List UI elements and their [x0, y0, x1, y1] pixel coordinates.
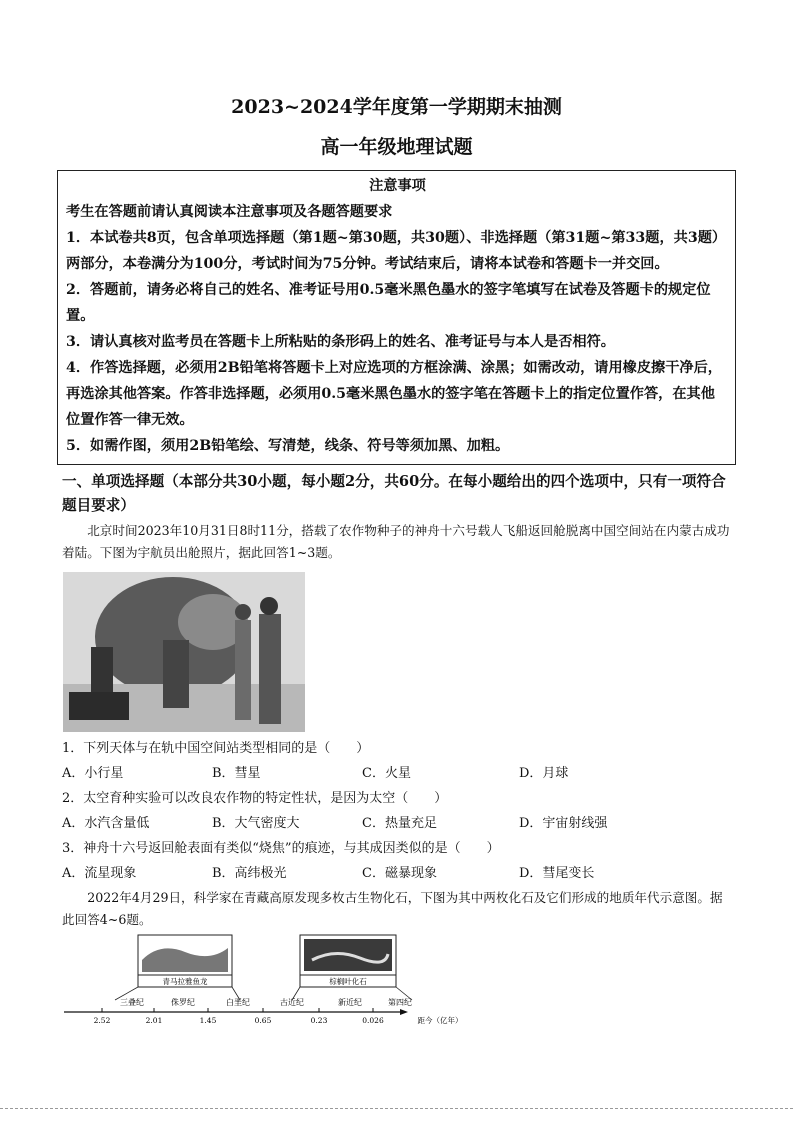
passage-2: 2022年4月29日，科学家在青藏高原发现多枚古生物化石，下图为其中两枚化石及它们形成的地质年代示意图。据此回答4~6题。: [62, 890, 723, 927]
notice-item-3: 3．请认真核对监考员在答题卡上所粘贴的条形码上的姓名、准考证号与本人是否相符。: [66, 334, 615, 350]
period-label: 新近纪: [338, 998, 362, 1007]
period-label: 古近纪: [280, 998, 304, 1007]
exam-title: 2023~2024学年度第一学期期末抽测: [231, 96, 562, 118]
page-bottom-divider: [0, 1108, 793, 1109]
geologic-timeline: [60, 930, 480, 1030]
notice-item-2: 2．答题前，请务必将自己的姓名、准考证号用0.5毫米黑色墨水的签字笔填写在试卷及答题卡的规定位置。: [66, 282, 711, 324]
tick-label: 2.01: [145, 1016, 163, 1025]
q3-option-d: D．彗尾变长: [519, 866, 595, 881]
tick-label: 1.45: [199, 1016, 217, 1025]
astronaut-photo: [63, 572, 305, 732]
section-heading: 一、单项选择题（本部分共30小题，每小题2分，共60分。在每小题给出的四个选项中，只有一项符合题目要求）: [62, 473, 726, 514]
notice-heading: 注意事项: [369, 178, 426, 194]
fossil-left-label: 青马拉雅鱼龙: [162, 977, 208, 986]
question-1-options: [62, 764, 742, 784]
q1-option-d: D．月球: [519, 766, 569, 781]
q1-option-b: B．彗星: [212, 766, 261, 781]
question-3-options: [62, 864, 742, 884]
question-2: 2．太空育种实验可以改良农作物的特定性状，是因为太空（ ）: [62, 791, 448, 806]
period-label: 白垩纪: [226, 998, 250, 1007]
q2-option-c: C．热量充足: [362, 816, 437, 831]
q2-option-d: D．宇宙射线强: [519, 816, 608, 831]
q3-option-b: B．高纬极光: [212, 866, 287, 881]
axis-label: 距今（亿年）: [417, 1016, 463, 1025]
tick-label: 0.23: [310, 1016, 328, 1025]
fossil-right-label: 棕榈叶化石: [329, 977, 367, 986]
notice-box: [57, 170, 736, 465]
question-2-options: [62, 814, 742, 834]
notice-intro: 考生在答题前请认真阅读本注意事项及各题答题要求: [66, 204, 393, 220]
question-3: 3．神舟十六号返回舱表面有类似“烧焦”的痕迹，与其成因类似的是（ ）: [62, 841, 500, 856]
period-label: 第四纪: [388, 998, 412, 1007]
q3-option-a: A．流星现象: [62, 866, 137, 881]
q2-option-b: B．大气密度大: [212, 816, 300, 831]
q2-option-a: A．水汽含量低: [62, 816, 150, 831]
tick-label: 0.65: [254, 1016, 272, 1025]
notice-item-1: 1．本试卷共8页，包含单项选择题（第1题~第30题，共30题）、非选择题（第31题~第33题，共3题）两部分，本卷满分为100分，考试时间为75分钟。考试结束后，请将本试卷和答题卡一并交回。: [66, 230, 727, 272]
tick-label: 0.026: [362, 1016, 384, 1025]
notice-item-4: 4．作答选择题，必须用2B铅笔将答题卡上对应选项的方框涂满、涂黑；如需改动，请用橡皮擦干净后，再选涂其他答案。作答非选择题，必须用0.5毫米黑色墨水的签字笔在答题卡上的指定位置作答，在其他位置作答一律无效。: [66, 360, 722, 428]
passage-1: 北京时间2023年10月31日8时11分，搭载了农作物种子的神舟十六号载人飞船返回舱脱离中国空间站在内蒙古成功着陆。下图为宇航员出舱照片，据此回答1~3题。: [62, 523, 730, 560]
period-label: 侏罗纪: [171, 998, 195, 1007]
period-label: 三叠纪: [120, 998, 144, 1007]
q1-option-c: C．火星: [362, 766, 411, 781]
q3-option-c: C．磁暴现象: [362, 866, 437, 881]
exam-subtitle: 高一年级地理试题: [320, 136, 473, 158]
notice-item-5: 5．如需作图，须用2B铅笔绘、写清楚，线条、符号等须加黑、加粗。: [66, 438, 510, 454]
question-1: 1．下列天体与在轨中国空间站类型相同的是（ ）: [62, 741, 370, 756]
tick-label: 2.52: [93, 1016, 111, 1025]
q1-option-a: A．小行星: [62, 766, 124, 781]
